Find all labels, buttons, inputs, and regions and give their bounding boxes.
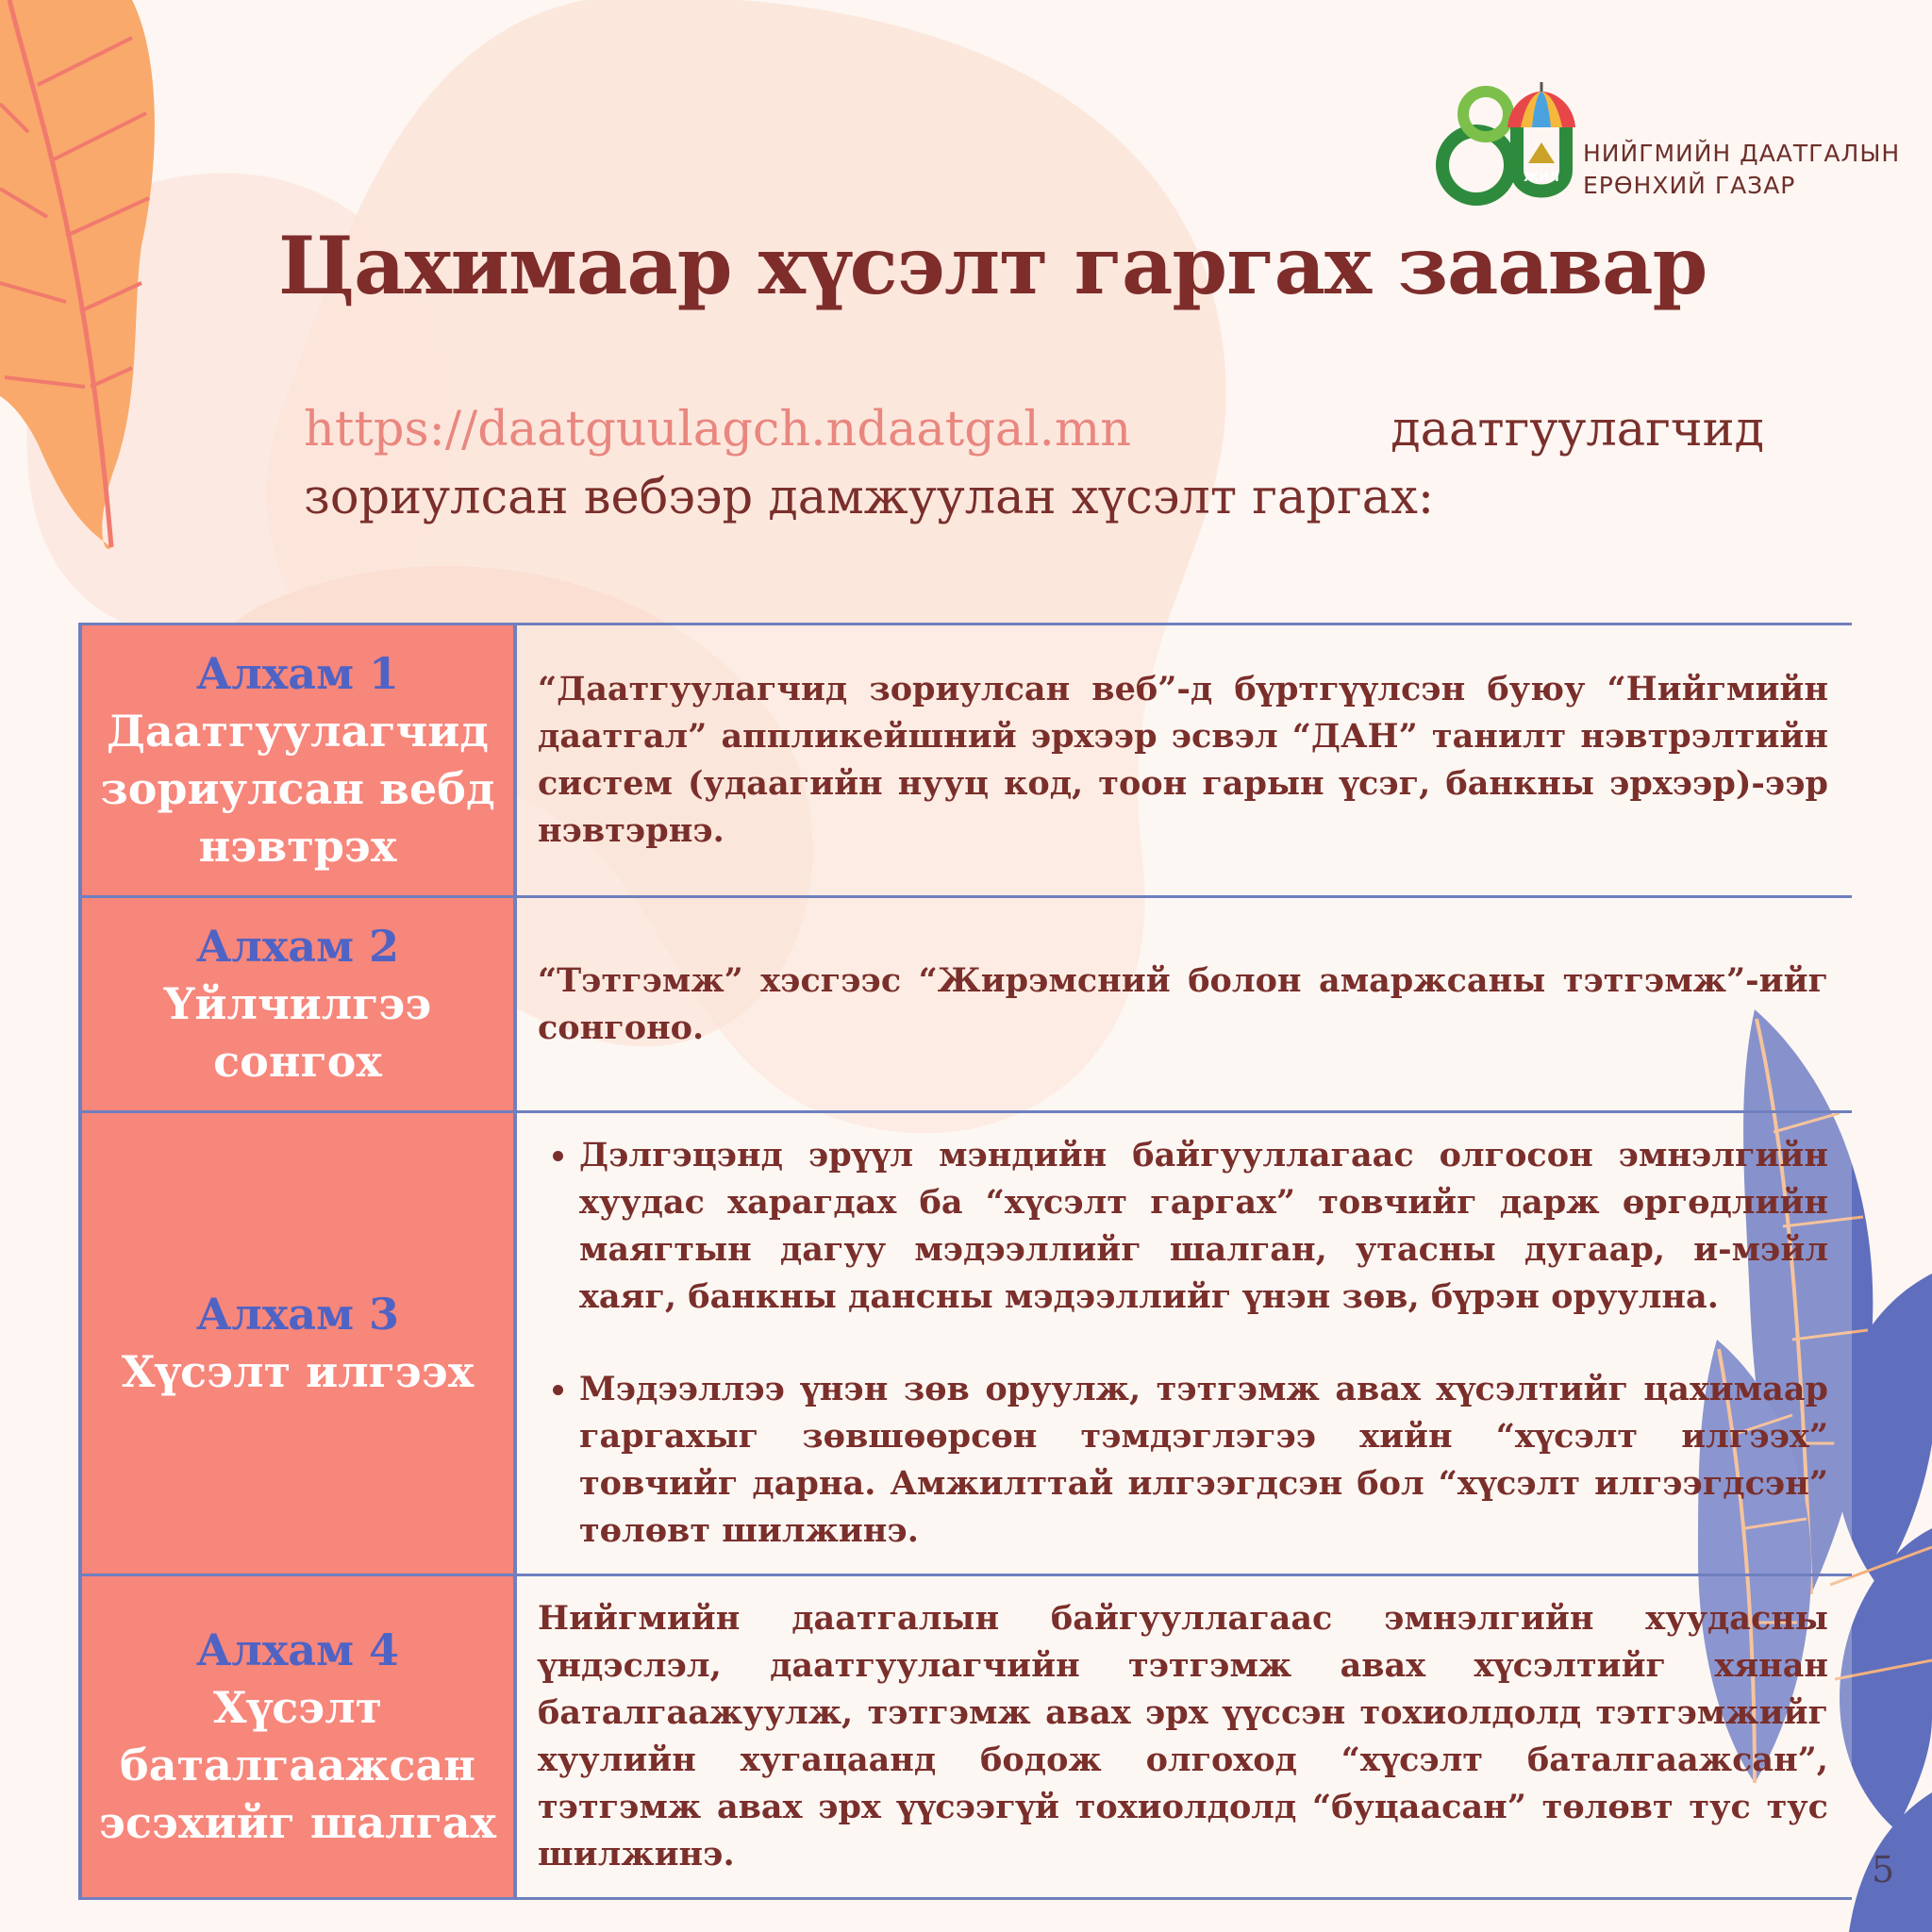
organization-name-line1: НИЙГМИЙН ДААТГАЛЫН: [1583, 140, 1901, 167]
intro-text: даатгуулагчид зориулсан вебээр дамжуулан хүсэлт гаргах:: [304, 402, 1764, 525]
step-label-cell: [80, 1575, 515, 1899]
steps-table: [78, 623, 1852, 1900]
logo-word: ЖИЛ: [1524, 171, 1559, 185]
step-row-2: [80, 897, 1852, 1112]
step-row-4: [80, 1575, 1852, 1899]
bullet-item: • Мэдээллээ үнэн зөв оруулж, тэтгэмж авах хүсэлтийг цахимаар гаргахыг зөвшөөрсөн тэмдэглэгээ хийн “хүсэлт илгээх” товчийг дарна. Амжилттай илгээгдсэн бол “хүсэлт илгээгдсэн” төлөвт шилжинэ.: [579, 1366, 1828, 1555]
step-title: Даатгуулагчид зориулсан вебд нэвтрэх: [100, 706, 495, 872]
step-label-cell: [80, 1112, 515, 1575]
step-label-cell: [80, 897, 515, 1112]
step-title: Хүсэлт баталгаажсан эсэхийг шалгах: [99, 1682, 496, 1848]
step-row-1: [80, 625, 1852, 897]
step-label-cell: [80, 625, 515, 897]
step-title: Үйлчилгээ сонгох: [163, 978, 432, 1087]
step-description: Нийгмийн даатгалын байгууллагаас эмнэлгийн хуудасны үндэслэл, даатгуулагчийн тэтгэмж авах хүсэлтийг хянан баталгаажуулж, тэтгэмж авах эрх үүссэн тохиолдолд тэтгэмжийг хуулийн хугацаанд бодож олгоход “хүсэлт баталгаажсан”, тэтгэмж авах эрх үүсээгүй тохиолдолд “буцаасан” төлөвт тус тус шилжинэ.: [515, 1575, 1852, 1899]
ndeg-80-logo: [1434, 80, 1575, 208]
step-number: Алхам 1: [195, 648, 400, 699]
bullet-item: • Дэлгэцэнд эрүүл мэндийн байгууллагаас олгосон эмнэлгийн хуудас харагдах ба “хүсэлт гаргах” товчийг дарж өргөдлийн маягтын дагуу мэдээллийг шалган, утасны дугаар, и-мэйл хаяг, банкны дансны мэдээллийг үнэн зөв, бүрэн оруулна.: [579, 1132, 1828, 1321]
step-number: Алхам 2: [195, 921, 400, 972]
step-row-3: [80, 1112, 1852, 1575]
page-title: Цахимаар хүсэлт гаргах заавар: [278, 219, 1707, 312]
step-title: Хүсэлт илгээх: [121, 1346, 475, 1397]
organization-name: [1583, 138, 1900, 202]
step-description: “Тэтгэмж” хэсгээс “Жирэмсний болон амаржсаны тэтгэмж”-ийг сонгоно.: [515, 897, 1852, 1112]
website-link[interactable]: https://daatguulagch.ndaatgal.mn: [304, 402, 1132, 458]
step-description: “Даатгуулагчид зориулсан веб”-д бүртгүүлсэн буюу “Нийгмийн даатгал” аппликейшний эрхээр эсвэл “ДАН” танилт нэвтрэлтийн систем (удаагийн нууц код, тоон гарын үсэг, банкны эрхээр)-ээр нэвтэрнэ.: [515, 625, 1852, 897]
step-bullet-list: [538, 1132, 1828, 1555]
step-number: Алхам 4: [195, 1624, 400, 1675]
organization-name-line2: ЕРӨНХИЙ ГАЗАР: [1583, 172, 1796, 199]
step-description: [515, 1112, 1852, 1575]
page-number: 5: [1872, 1849, 1895, 1890]
intro-paragraph: [304, 396, 1764, 532]
step-number: Алхам 3: [195, 1289, 400, 1340]
